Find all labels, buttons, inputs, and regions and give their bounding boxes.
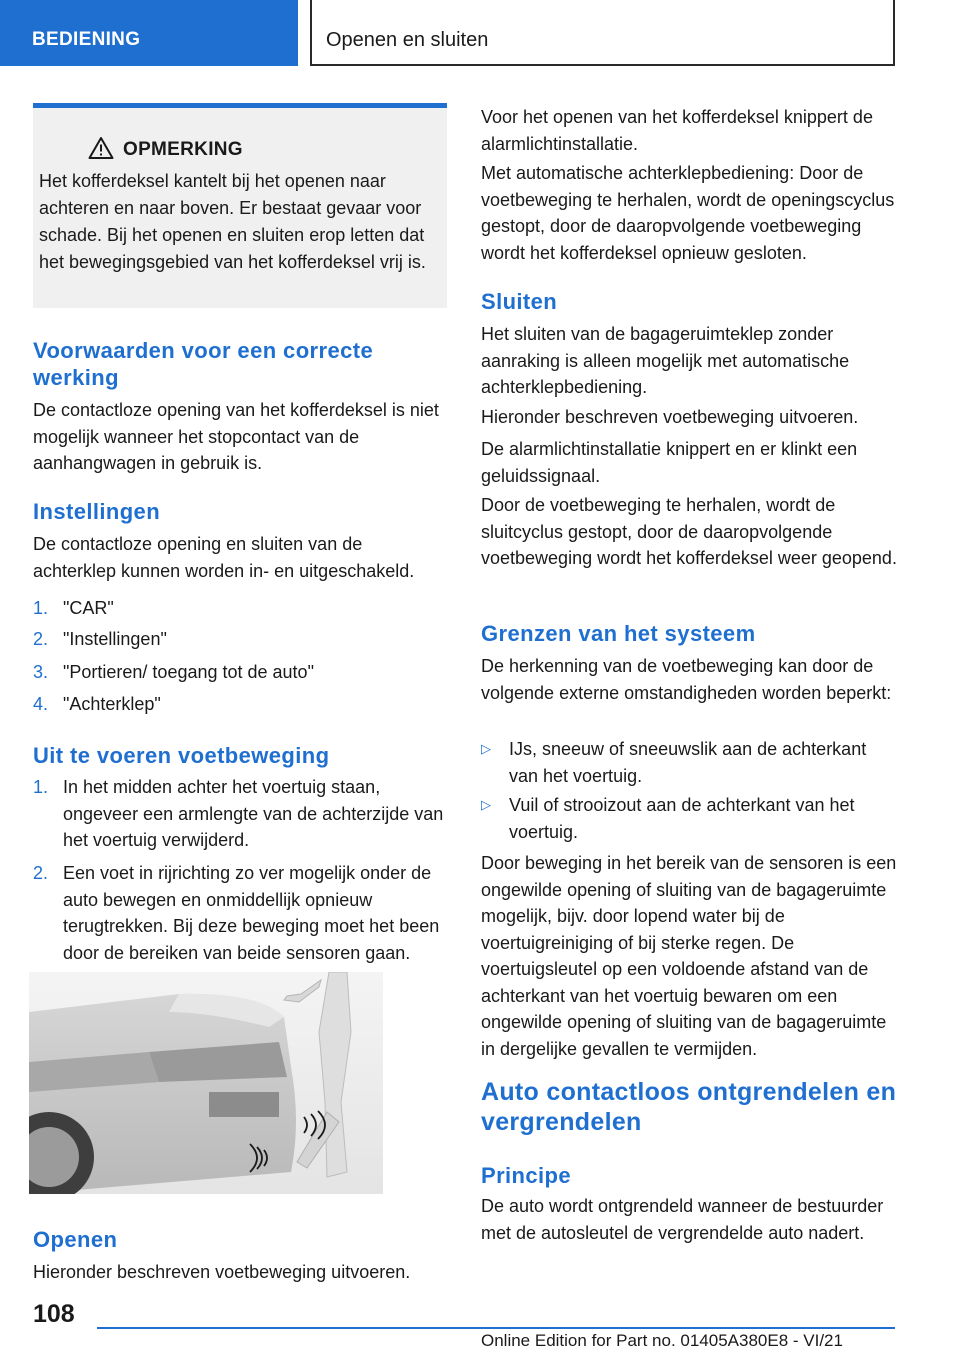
header-title: Openen en sluiten	[326, 29, 489, 51]
heading-contactloos: Auto contactloos ontgrendelen en vergrendelen	[481, 1078, 897, 1136]
page-number: 108	[33, 1300, 75, 1328]
heading-instellingen: Instellingen	[33, 499, 161, 524]
motion-step	[33, 860, 447, 970]
para-automatisch: Met automatische achterklepbediening: Door de voetbeweging te herhalen, wordt de openingscyclus gestopt, door de daaropvolgende voetbeweging wordt het kofferdeksel opnieuw gesloten.	[481, 163, 895, 263]
step-number: 1.	[33, 777, 49, 797]
step-number: 1.	[33, 598, 49, 618]
settings-step	[33, 691, 447, 718]
header-title-box	[310, 0, 895, 66]
step-text: In het midden achter het voertuig staan, ongeveer een armlengte van de achterzijde van het voertuig verwijderd.	[63, 777, 444, 850]
warning-body: Het kofferdeksel kantelt bij het openen naar achteren en naar boven. Er bestaat gevaar voor schade. Bij het openen en sluiten erop letten dat het bewegingsgebied van het kofferdeksel vrij is.	[39, 171, 426, 272]
step-text: "Portieren/ toegang tot de auto"	[63, 662, 314, 682]
step-text: "Achterklep"	[63, 694, 161, 714]
para-beweging: Door beweging in het bereik van de sensoren is een ongewilde opening of sluiting van de bagageruimte mogelijk, bijv. door lopend water bij de voertuigreiniging of bij sterke regen. De voertuigsleutel op een voldoende afstand van de achterkant van het voertuig bewaren om een ongewilde opening of sluiting van de bagageruimte in dergelijke gevallen te vermijden.	[481, 853, 897, 1059]
heading-principe: Principe	[481, 1163, 572, 1188]
motion-step	[33, 774, 447, 854]
triangle-bullet-icon: ▷	[481, 741, 491, 756]
header-section-label: BEDIENING	[32, 29, 141, 50]
para-sluiten-1: Het sluiten van de bagageruimteklep zonder aanraking is alleen mogelijk met automatische achterklepbediening.	[481, 324, 850, 397]
heading-grenzen: Grenzen van het systeem	[481, 621, 756, 646]
settings-step	[33, 659, 447, 686]
footer-edition: Online Edition for Part no. 01405A380E8 - VI/21	[481, 1331, 843, 1350]
para-voorwaarden: De contactloze opening van het kofferdeksel is niet mogelijk wanneer het stopcontact van de aanhangwagen in gebruik is.	[33, 400, 439, 473]
step-number: 4.	[33, 694, 49, 714]
warning-box	[33, 103, 447, 308]
para-sluiten-2: Hieronder beschreven voetbeweging uitvoeren.	[481, 407, 859, 427]
para-sluiten-3: De alarmlichtinstallatie knippert en er klinkt een geluidssignaal.	[481, 439, 858, 486]
step-text: "Instellingen"	[63, 629, 167, 649]
para-principe: De auto wordt ontgrendeld wanneer de bestuurder met de autosleutel de vergrendelde auto nadert.	[481, 1196, 884, 1243]
heading-sluiten: Sluiten	[481, 289, 558, 314]
step-text: Een voet in rijrichting zo ver mogelijk onder de auto bewegen en onmiddellijk opnieuw terugtrekken. Bij deze beweging moet het been door de bereiken van beide sensoren gaan.	[63, 863, 440, 963]
para-openen: Hieronder beschreven voetbeweging uitvoeren.	[33, 1262, 411, 1282]
warning-title: OPMERKING	[123, 139, 243, 160]
para-knippert: Voor het openen van het kofferdeksel knippert de alarmlichtinstallatie.	[481, 107, 873, 154]
heading-uitvoeren: Uit te voeren voetbeweging	[33, 743, 330, 768]
bullet-text: IJs, sneeuw of sneeuwslik aan de achterkant van het voertuig.	[509, 739, 867, 786]
step-number: 2.	[33, 629, 49, 649]
header-section-tab	[0, 0, 298, 66]
settings-step	[33, 595, 447, 622]
para-grenzen: De herkenning van de voetbeweging kan door de volgende externe omstandigheden worden beperkt:	[481, 656, 892, 703]
limitation-bullet	[481, 736, 897, 792]
para-instellingen: De contactloze opening en sluiten van de achterklep kunnen worden in- en uitgeschakeld.	[33, 534, 415, 581]
limitation-bullet	[481, 792, 897, 848]
bullet-text: Vuil of strooizout aan de achterkant van het voertuig.	[509, 795, 855, 842]
heading-openen: Openen	[33, 1227, 118, 1252]
step-text: "CAR"	[63, 598, 114, 618]
heading-voorwaarden: Voorwaarden voor een correcte werking	[33, 338, 374, 390]
step-number: 3.	[33, 662, 49, 682]
foot-gesture-illustration	[29, 972, 383, 1194]
settings-step	[33, 626, 447, 653]
para-sluiten-4: Door de voetbeweging te herhalen, wordt de sluitcyclus gestopt, door de daaropvolgende voetbeweging wordt het kofferdeksel weer geopend.	[481, 495, 897, 568]
footer-rule	[97, 1327, 895, 1329]
triangle-bullet-icon: ▷	[481, 797, 491, 812]
warning-triangle-icon	[88, 136, 114, 160]
step-number: 2.	[33, 863, 49, 883]
